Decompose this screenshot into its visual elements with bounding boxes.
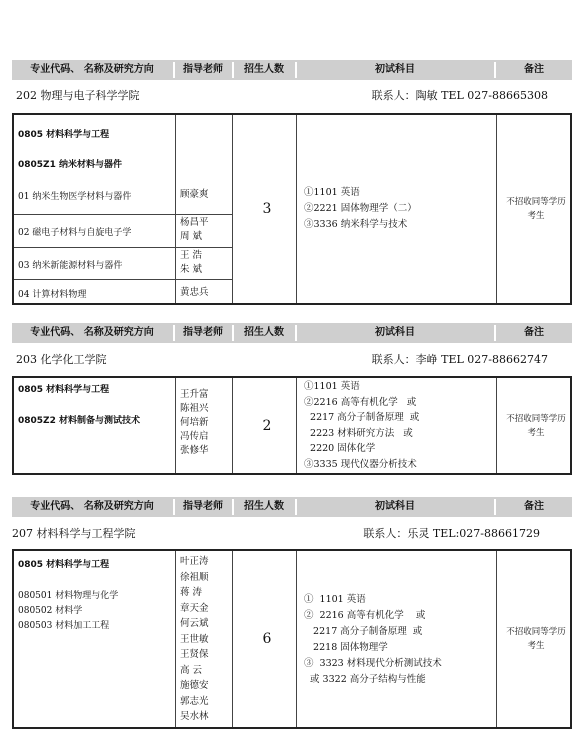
table-header: [12, 60, 572, 80]
teacher-name: 高 云: [180, 664, 203, 676]
header-teacher: 指导老师: [183, 327, 223, 338]
department-contact: 联系人：李峥 TEL 027-88662747: [371, 353, 548, 366]
teacher-name: 王世敏: [180, 633, 209, 645]
department-contact: 联系人：陶敏 TEL 027-88665308: [371, 89, 548, 102]
header-subjects: 初试科目: [375, 64, 415, 75]
header-teacher: 指导老师: [183, 501, 223, 512]
major-name: 0805 材料科学与工程: [18, 385, 110, 395]
direction-item: 080502 材料学: [18, 606, 83, 616]
teacher-name: 叶正涛: [180, 556, 209, 567]
header-major: 专业代码、 名称及研究方向: [30, 64, 154, 75]
enrollment-count: 3: [262, 201, 272, 217]
header-subjects: 初试科目: [375, 327, 415, 338]
table-header: [12, 497, 572, 517]
direction-item: 02 磁电子材料与自旋电子学: [18, 228, 132, 238]
program-table: [12, 549, 572, 729]
header-count: 招生人数: [244, 64, 284, 75]
teacher-name: 朱 斌: [180, 264, 203, 275]
header-count: 招生人数: [244, 501, 284, 512]
teacher-name: 陈祖兴: [180, 403, 209, 414]
teacher-name: 杨昌平: [180, 217, 209, 228]
department-row: [16, 86, 572, 106]
teacher-name: 王贤保: [180, 649, 209, 660]
header-note: 备注: [524, 64, 544, 75]
teacher-name: 徐祖顺: [180, 571, 209, 583]
teacher-name: 顾豪爽: [180, 189, 209, 200]
remark-line1: 不招收同等学历: [506, 627, 566, 637]
remark-line1: 不招收同等学历: [506, 197, 566, 207]
remark-line1: 不招收同等学历: [506, 414, 566, 424]
teacher-name: 周 斌: [180, 231, 203, 242]
teacher-name: 郭志光: [180, 695, 209, 707]
direction-item: 080503 材料加工工程: [18, 621, 110, 631]
teacher-name: 吴水林: [180, 711, 209, 722]
department-contact: 联系人：乐灵 TEL:027-88661729: [363, 527, 540, 540]
header-subjects: 初试科目: [375, 501, 415, 512]
enrollment-count: 6: [262, 631, 272, 647]
remark-line2: 考生: [527, 428, 545, 438]
header-major: 专业代码、 名称及研究方向: [30, 501, 154, 512]
department-name: 207 材料科学与工程学院: [12, 527, 136, 540]
enrollment-count: 2: [262, 418, 272, 434]
program-table: [12, 113, 572, 305]
teacher-name: 王升富: [180, 389, 209, 400]
department-row: [12, 524, 568, 544]
sub-major-name: 0805Z1 纳米材料与器件: [18, 160, 122, 170]
sub-major-name: 0805Z2 材料制备与测试技术: [18, 416, 140, 426]
department-name: 203 化学化工学院: [16, 353, 107, 366]
teacher-name: 何培新: [180, 417, 209, 428]
department-row: [16, 350, 572, 370]
department-name: 202 物理与电子科学学院: [16, 89, 140, 102]
direction-item: 04 计算材料物理: [18, 290, 87, 300]
remark-line2: 考生: [527, 641, 545, 651]
header-teacher: 指导老师: [183, 64, 223, 75]
exam-subjects: ①1101 英语 ②2221 固体物理学（二） ③3336 纳米科学与技术: [304, 187, 417, 230]
direction-item: 03 纳米新能源材料与器件: [18, 261, 123, 271]
direction-item: 01 纳米生物医学材料与器件: [18, 192, 132, 202]
major-name: 0805 材料科学与工程: [18, 560, 110, 570]
header-count: 招生人数: [244, 327, 284, 338]
exam-subjects: ①1101 英语 ②2216 高等有机化学 或 2217 高分子制备原理 或 2223 材料研究方法 或 2220 固体化学 ③3335 现代仪器分析技术: [304, 381, 420, 470]
header-note: 备注: [524, 501, 544, 512]
remark-line2: 考生: [527, 211, 545, 221]
direction-item: 080501 材料物理与化学: [18, 591, 119, 601]
teacher-name: 蒋 涛: [180, 587, 203, 598]
teacher-name: 王 浩: [180, 250, 203, 261]
header-note: 备注: [524, 327, 544, 338]
program-table: [12, 376, 572, 475]
major-name: 0805 材料科学与工程: [18, 130, 110, 140]
header-major: 专业代码、 名称及研究方向: [30, 327, 154, 338]
teacher-name: 黄忠兵: [180, 287, 209, 298]
teacher-name: 张修华: [180, 445, 209, 456]
teacher-name: 冯传启: [180, 431, 209, 442]
teacher-name: 何云斌: [180, 618, 209, 629]
exam-subjects: ① 1101 英语 ② 2216 高等有机化学 或 2217 高分子制备原理 或 2218 固体物理学 ③ 3323 材料现代分析测试技术 或 3322 高分子结构与性能: [304, 594, 442, 685]
teacher-name: 章天金: [180, 602, 209, 614]
table-header: [12, 323, 572, 343]
teacher-name: 施德安: [180, 680, 209, 691]
